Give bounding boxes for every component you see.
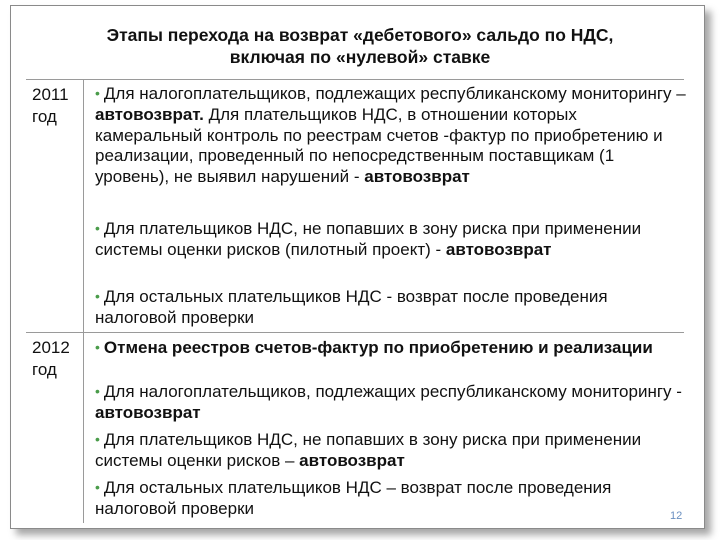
title-line-2: включая по «нулевой» ставке (229, 47, 491, 67)
stage-content (84, 80, 686, 332)
list-item: • Для налогоплательщиков, подлежащих республиканскому мониторингу – автовозврат. Для плательщиков НДС, в отношении которых камеральный контроль по реестрам счетов -фактур по приобретению и реализации, проведенный по непосредственным поставщикам (1 уровень), не выявил нарушений - автовозврат (95, 84, 686, 187)
stages-table (26, 79, 684, 524)
bullet-icon: • (95, 431, 100, 447)
stage-content (84, 333, 683, 523)
bullet-icon: • (95, 288, 100, 304)
list-item: • Для налогоплательщиков, подлежащих республиканскому мониторингу - автовозврат (95, 382, 682, 422)
bullet-icon: • (95, 383, 100, 399)
table-row-2012 (26, 333, 684, 523)
page-number: 12 (670, 510, 683, 522)
year-word: год (32, 107, 57, 126)
slide-title (0, 24, 720, 68)
year-number: 2012 (32, 338, 70, 357)
bullet-icon: • (95, 220, 100, 236)
year-word: год (32, 360, 57, 379)
list-item: • Для остальных плательщиков НДС - возврат после проведения налоговой проверки (95, 287, 608, 327)
year-cell (26, 333, 84, 523)
list-item: • Для остальных плательщиков НДС – возврат после проведения налоговой проверки (95, 478, 612, 518)
title-line-1: Этапы перехода на возврат «дебетового» сальдо по НДС, (106, 25, 614, 45)
list-item: • Для плательщиков НДС, не попавших в зону риска при применении системы оценки рисков – автовозврат (95, 430, 642, 470)
list-item: • Для плательщиков НДС, не попавших в зону риска при применении системы оценки рисков (пилотный проект) - автовозврат (95, 219, 642, 259)
year-cell (26, 80, 84, 332)
bullet-icon: • (95, 339, 100, 355)
bullet-icon: • (95, 85, 100, 101)
table-row-2011 (26, 80, 684, 333)
year-number: 2011 (32, 85, 69, 104)
bullet-icon: • (95, 479, 100, 495)
list-item: • Отмена реестров счетов-фактур по приобретению и реализации (95, 338, 653, 357)
